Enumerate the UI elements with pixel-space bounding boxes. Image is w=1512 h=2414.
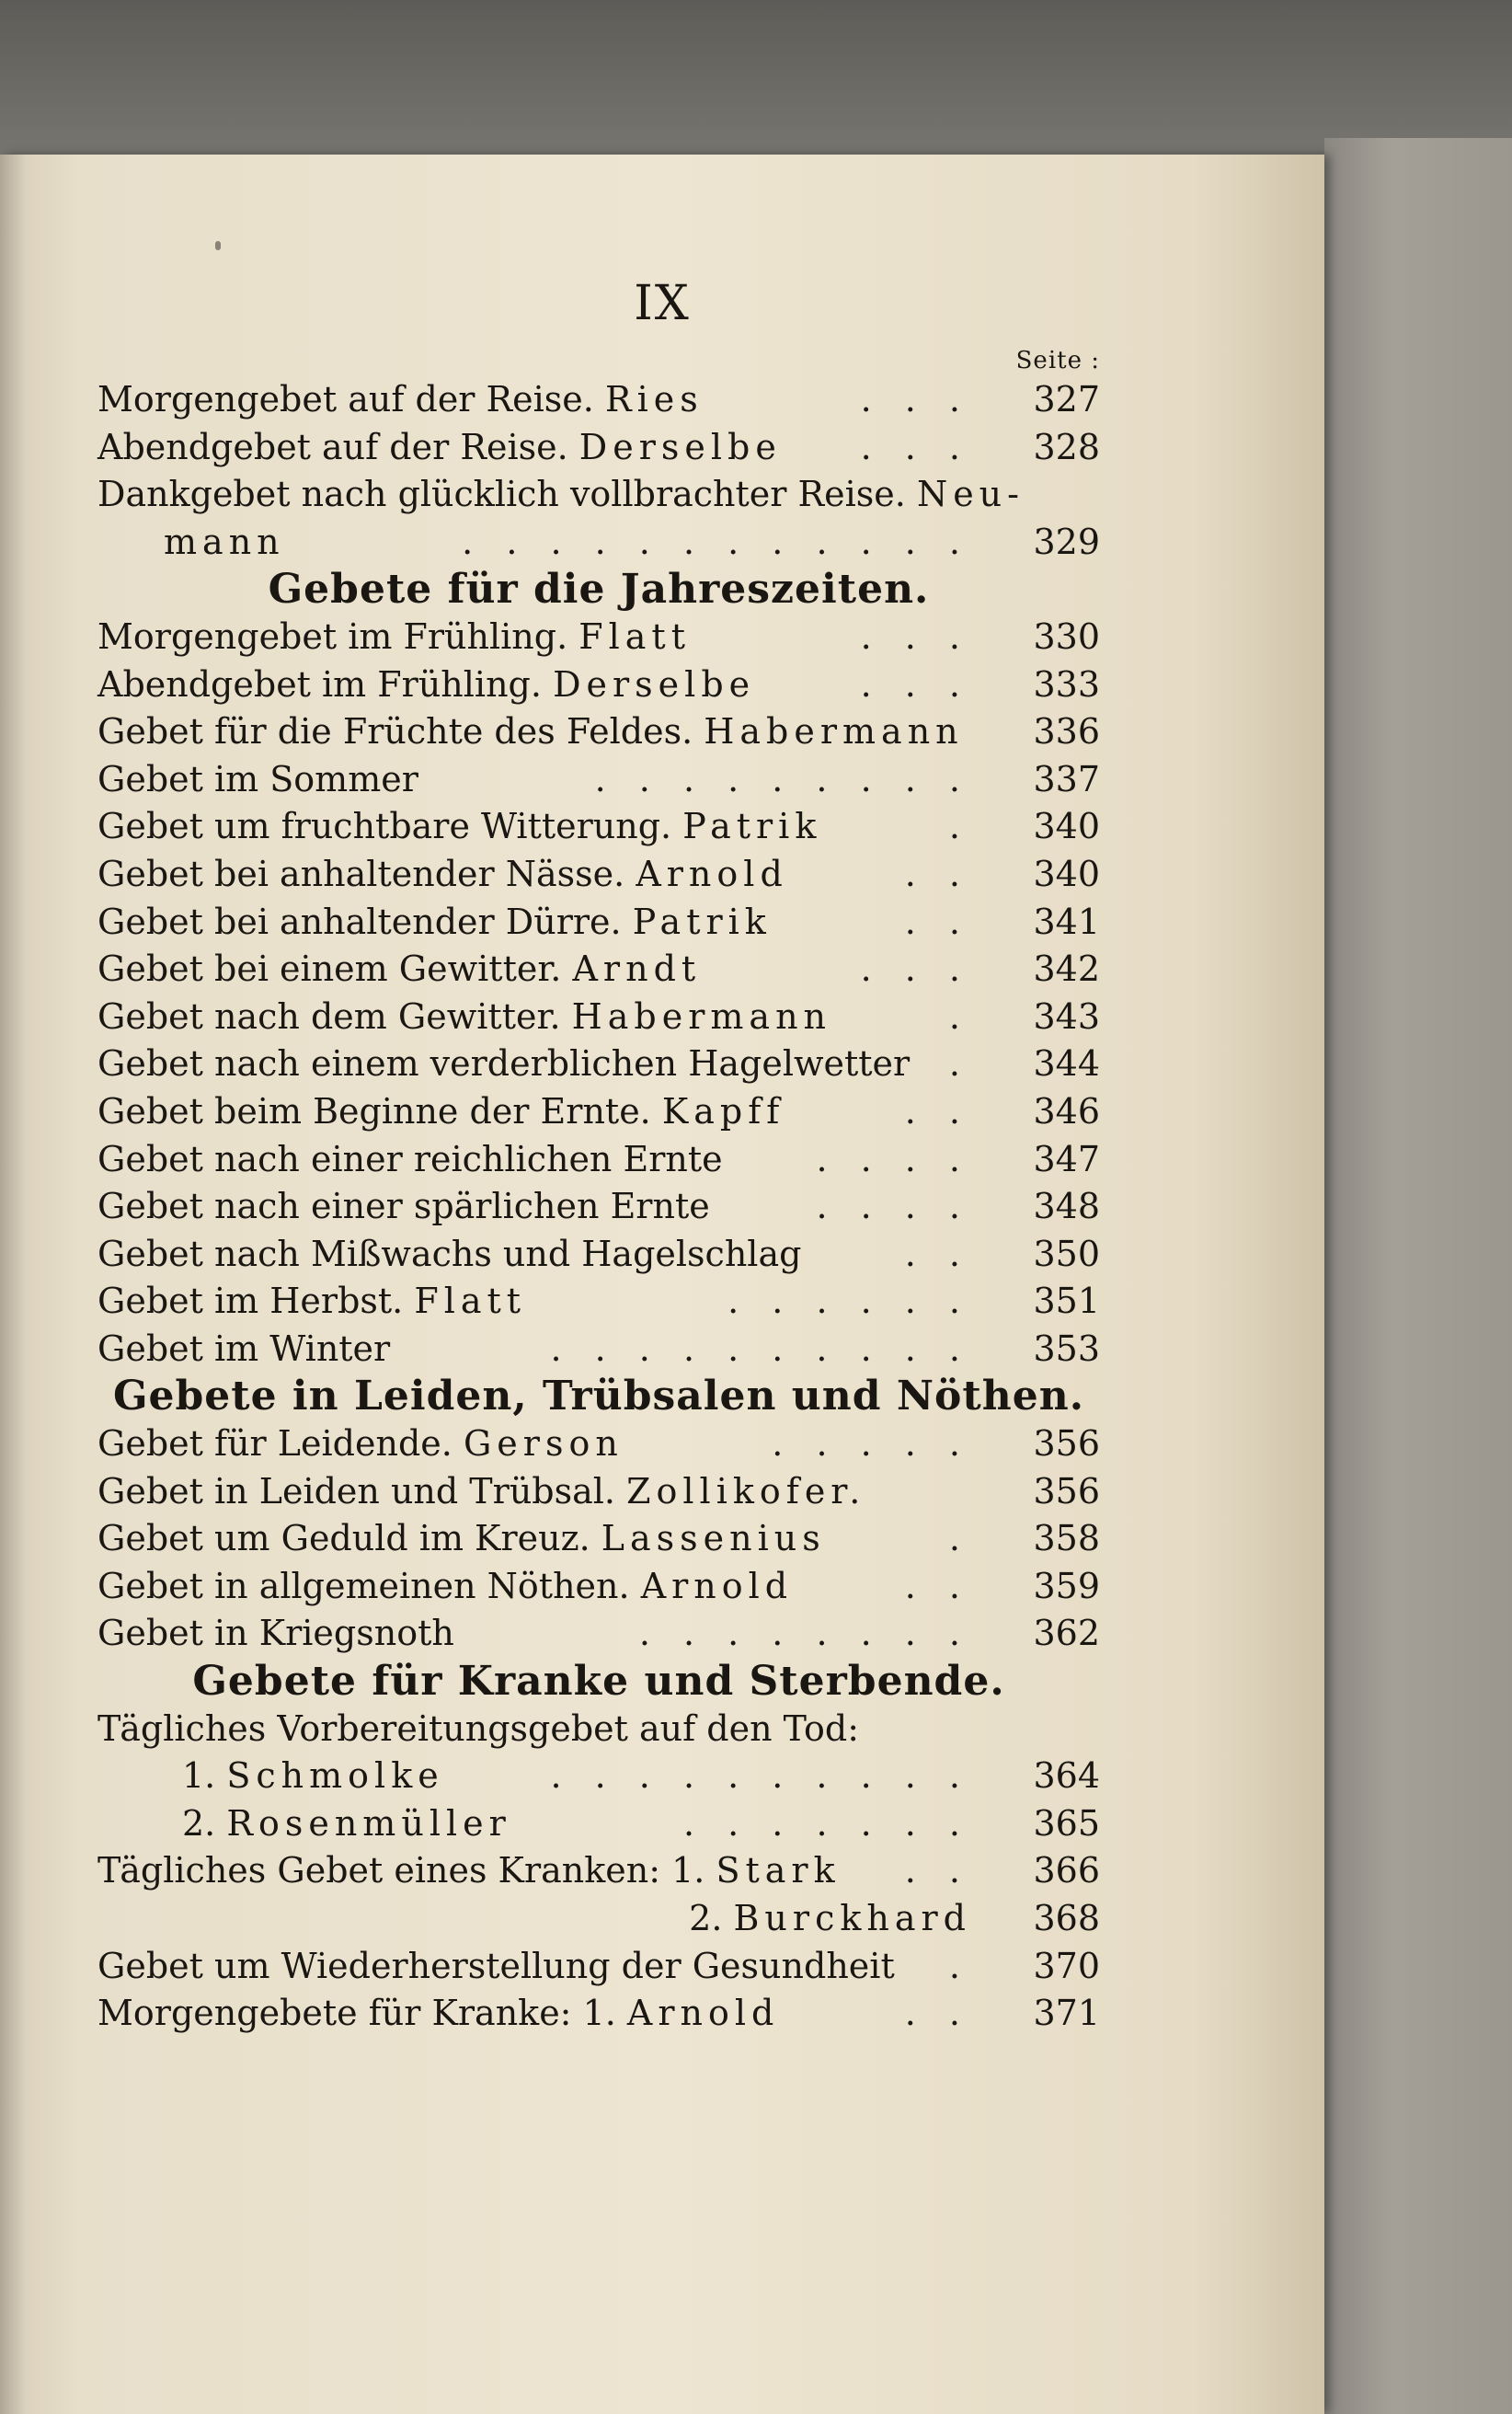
entry-text — [97, 1610, 454, 1658]
entry-text — [97, 1943, 895, 1991]
leader-dots: . . . . . . . . . — [594, 758, 971, 799]
toc-entry — [97, 1563, 1100, 1611]
entry-text — [97, 899, 772, 947]
entry-title: Morgengebet im Frühling. — [97, 615, 568, 657]
entry-text — [97, 471, 1025, 519]
page-number: 336 — [1033, 711, 1100, 753]
toc-entry — [97, 946, 1100, 994]
entry-text — [97, 614, 691, 661]
page-number: 365 — [1033, 1802, 1100, 1844]
entry-title: 2. — [182, 1802, 216, 1844]
leader-dots: . . . . — [816, 1186, 971, 1227]
spine-shadow — [0, 155, 26, 2414]
toc-entry — [97, 1326, 1100, 1374]
page-number: 356 — [1033, 1470, 1100, 1512]
entry-author: Habermann — [704, 711, 964, 753]
toc-entry — [97, 1847, 1100, 1895]
toc-entry — [97, 1706, 1100, 1753]
entry-author: Rosenmüller — [226, 1802, 511, 1844]
entry-author: Flatt — [414, 1281, 527, 1322]
entry-title: Gebet bei anhaltender Nässe. — [97, 853, 625, 894]
entry-author: Ries — [604, 379, 704, 420]
entry-text — [97, 1990, 779, 2038]
page-number: 346 — [1033, 1090, 1100, 1132]
entry-text — [164, 519, 285, 567]
toc-entry — [97, 1040, 1100, 1088]
entry-title: Gebet beim Beginne der Ernte. — [97, 1090, 651, 1132]
toc-entry — [97, 1753, 1100, 1800]
page-number: 344 — [1033, 1043, 1100, 1085]
page-number: 342 — [1033, 948, 1100, 990]
toc-entry — [97, 1943, 1100, 1991]
entry-title: Abendgebet auf der Reise. — [97, 426, 568, 467]
entry-title: 2. — [689, 1898, 723, 1938]
entry-author: Arndt — [572, 948, 702, 990]
leader-dots: . . . . . — [772, 1423, 971, 1465]
page-number: 366 — [1033, 1850, 1100, 1891]
page-number: 347 — [1033, 1138, 1100, 1179]
toc-entry — [97, 471, 1100, 519]
page-number: 333 — [1033, 663, 1100, 705]
leader-dots: . — [948, 806, 971, 847]
page-number: 337 — [1033, 758, 1100, 799]
entry-author: Patrik — [682, 806, 822, 847]
toc-entry — [97, 1231, 1100, 1279]
leader-dots: . . — [904, 1850, 971, 1891]
entry-text — [97, 1706, 859, 1753]
entry-title: Gebet im Sommer — [97, 758, 418, 799]
toc-entry — [97, 1420, 1100, 1468]
page-number: 371 — [1033, 1993, 1100, 2034]
seite-column-label: Seite : — [1015, 347, 1100, 374]
toc-entry — [97, 756, 1100, 804]
entry-text — [182, 1800, 511, 1848]
page-number: 343 — [1033, 995, 1100, 1037]
toc-entry — [97, 803, 1100, 851]
page-number: 364 — [1033, 1755, 1100, 1797]
entry-text — [97, 1468, 865, 1516]
entry-title: Gebet nach einer reichlichen Ernte — [97, 1138, 723, 1179]
page-folio: IX — [634, 276, 691, 331]
leader-dots: . . — [904, 901, 971, 942]
leader-dots: . . . — [860, 615, 971, 657]
page-number: 370 — [1033, 1945, 1100, 1986]
section-heading: Gebete für die Jahreszeiten. — [268, 566, 930, 614]
toc-entry — [97, 1990, 1100, 2038]
entry-author: Arnold — [636, 853, 788, 894]
section-heading: Gebete für Kranke und Sterbende. — [192, 1658, 1005, 1706]
entry-text — [97, 1278, 526, 1326]
entry-title: Gebet bei einem Gewitter. — [97, 948, 562, 990]
leader-dots: . . . — [860, 426, 971, 467]
toc-entry — [97, 661, 1100, 709]
leader-dots: . . — [904, 853, 971, 894]
entry-text — [97, 756, 418, 804]
entry-author: Arnold — [626, 1993, 780, 2034]
page-number: 351 — [1033, 1281, 1100, 1322]
leader-dots: . . . . . . . . — [638, 1613, 971, 1654]
toc-entry — [97, 1183, 1100, 1231]
toc-entry — [97, 614, 1100, 661]
leader-dots: . . . — [860, 379, 971, 420]
toc-entry — [97, 994, 1100, 1041]
entry-title: Morgengebete für Kranke: 1. — [97, 1993, 616, 2034]
entry-title: Tägliches Vorbereitungsgebet auf den Tod: — [97, 1707, 860, 1749]
entry-title: Tägliches Gebet eines Kranken: 1. — [97, 1850, 705, 1891]
entry-text — [97, 424, 782, 472]
leader-dots: . . . — [860, 948, 971, 990]
toc-entry — [97, 424, 1100, 472]
leader-dots: . . . . . . . — [682, 1802, 971, 1844]
toc-entry — [97, 1800, 1100, 1848]
entry-author: Patrik — [632, 901, 772, 942]
entry-text — [97, 994, 831, 1041]
toc-entry — [97, 1088, 1100, 1136]
entry-text — [97, 1563, 793, 1611]
leader-dots: . — [948, 1945, 971, 1986]
leader-dots: . . — [904, 1233, 971, 1274]
toc-entry — [97, 1278, 1100, 1326]
toc-entry — [97, 1468, 1100, 1516]
entry-title: Gebet nach einer spärlichen Ernte — [97, 1186, 710, 1227]
page-number: 348 — [1033, 1186, 1100, 1227]
entry-author: mann — [164, 521, 285, 562]
entry-author: Derselbe — [578, 426, 782, 467]
leader-dots: . — [948, 1043, 971, 1085]
scan-background-top — [0, 0, 1512, 155]
entry-title: Gebet um Wiederherstellung der Gesundheit — [97, 1945, 895, 1986]
entry-title: Gebet für die Früchte des Feldes. — [97, 711, 693, 753]
page-number: 362 — [1033, 1613, 1100, 1654]
leader-dots: . . . — [860, 663, 971, 705]
entry-text — [97, 803, 821, 851]
page-number: 359 — [1033, 1565, 1100, 1606]
entry-title: Morgengebet auf der Reise. — [97, 379, 594, 420]
page-number: 341 — [1033, 901, 1100, 942]
toc-entry — [97, 1610, 1100, 1658]
entry-title: Gebet bei anhaltender Dürre. — [97, 901, 622, 942]
page-number: 327 — [1033, 379, 1100, 420]
entry-text — [97, 1847, 841, 1895]
table-of-contents — [97, 345, 1100, 2038]
entry-text — [689, 1895, 971, 1943]
entry-title: Gebet nach einem verderblichen Hagelwetter — [97, 1043, 911, 1085]
entry-title: Gebet in allgemeinen Nöthen. — [97, 1565, 630, 1606]
entry-title: Abendgebet im Frühling. — [97, 663, 542, 705]
paper-speck — [215, 241, 221, 250]
section-heading: Gebete in Leiden, Trübsalen und Nöthen. — [112, 1373, 1085, 1420]
entry-author: Gerson — [463, 1423, 624, 1465]
entry-text — [97, 376, 704, 424]
entry-text — [97, 1040, 910, 1088]
entry-text — [97, 1326, 390, 1374]
entry-author: Kapff — [661, 1090, 785, 1132]
entry-author: Derselbe — [553, 663, 756, 705]
page-number: 328 — [1033, 426, 1100, 467]
toc-entry — [97, 851, 1100, 899]
leader-dots: . — [948, 995, 971, 1037]
entry-title: Gebet in Kriegsnoth — [97, 1613, 454, 1654]
page-number: 350 — [1033, 1233, 1100, 1274]
entry-text — [97, 1420, 624, 1468]
toc-entry — [97, 899, 1100, 947]
page-number: 340 — [1033, 853, 1100, 894]
toc-entry — [97, 1515, 1100, 1563]
entry-author: Lassenius — [601, 1518, 826, 1559]
entry-text — [97, 1515, 826, 1563]
entry-title: 1. — [182, 1755, 216, 1797]
entry-author: Schmolke — [226, 1755, 444, 1797]
leader-dots: . . . . — [816, 1138, 971, 1179]
entry-title: Gebet um fruchtbare Witterung. — [97, 806, 672, 847]
entry-title: Gebet um Geduld im Kreuz. — [97, 1518, 590, 1559]
entry-title: Gebet nach dem Gewitter. — [97, 995, 561, 1037]
toc-entry — [97, 376, 1100, 424]
book-page-edge — [1324, 138, 1512, 2414]
leader-dots: . . — [904, 1090, 971, 1132]
entry-text — [97, 946, 701, 994]
entry-title: Dankgebet nach glücklich vollbrachter Reise. — [97, 474, 906, 515]
entry-author: Burckhard — [733, 1898, 971, 1938]
leader-dots: . . . . . . . . . . . . — [462, 521, 971, 562]
entry-title: Gebet in Leiden und Trübsal. — [97, 1470, 616, 1512]
toc-entry — [97, 1895, 1100, 1943]
entry-text — [97, 851, 788, 899]
entry-text — [97, 708, 964, 756]
entry-author: Zollikofer. — [626, 1470, 866, 1512]
entry-title: Gebet im Winter — [97, 1328, 391, 1369]
toc-entry — [97, 1136, 1100, 1184]
entry-author: Habermann — [571, 995, 832, 1037]
leader-dots: . — [948, 1518, 971, 1559]
leader-dots: . . — [904, 1565, 971, 1606]
page-number: 329 — [1033, 521, 1100, 562]
entry-author: Neu- — [916, 474, 1025, 515]
entry-title: Gebet nach Mißwachs und Hagelschlag — [97, 1233, 802, 1274]
leader-dots: . . . . . . — [727, 1281, 971, 1322]
leader-dots: . . . . . . . . . . — [550, 1755, 971, 1797]
page-number: 330 — [1033, 615, 1100, 657]
toc-entry — [97, 519, 1100, 567]
entry-text — [97, 1088, 785, 1136]
entry-author: Arnold — [640, 1565, 794, 1606]
toc-entry — [97, 708, 1100, 756]
entry-text — [97, 661, 755, 709]
entry-text — [182, 1753, 444, 1800]
entry-title: Gebet im Herbst. — [97, 1281, 404, 1322]
leader-dots: . . — [904, 1993, 971, 2034]
leader-dots: . . . . . . . . . . — [550, 1328, 971, 1369]
entry-author: Stark — [716, 1850, 841, 1891]
entry-author: Flatt — [578, 615, 691, 657]
entry-text — [97, 1183, 710, 1231]
entry-text — [97, 1136, 723, 1184]
page-number: 340 — [1033, 806, 1100, 847]
page-number: 368 — [1033, 1898, 1100, 1938]
entry-text — [97, 1231, 801, 1279]
page-number: 353 — [1033, 1328, 1100, 1369]
entry-title: Gebet für Leidende. — [97, 1423, 452, 1465]
page-number: 358 — [1033, 1518, 1100, 1559]
page-number: 356 — [1033, 1423, 1100, 1465]
